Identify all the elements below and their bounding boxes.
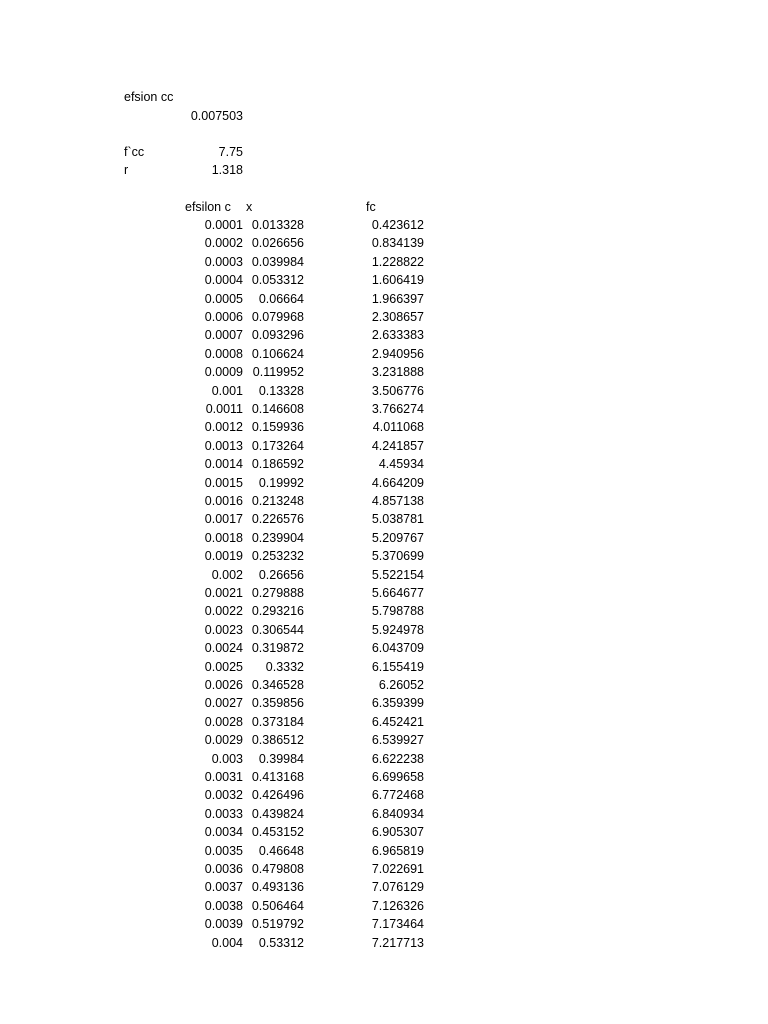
epsilon-cell: 0.0027	[204, 696, 243, 711]
epsilon-cell: 0.0008	[204, 346, 243, 361]
x-cell: 0.453152	[251, 825, 304, 840]
x-cell: 0.279888	[251, 586, 304, 600]
fc-cell: 6.26052	[378, 678, 424, 692]
x-cell: 0.479808	[251, 862, 304, 876]
fc-cell: 6.043709	[371, 641, 424, 656]
x-cell: 0.253232	[251, 549, 304, 564]
epsilon-cell: 0.0009	[204, 365, 243, 380]
fc-cell: 6.359399	[371, 696, 424, 711]
epsilon-cell: 0.0024	[204, 641, 243, 656]
epsilon-cell: 0.0039	[204, 917, 243, 932]
x-cell: 0.26656	[258, 567, 304, 582]
epsilon-cell: 0.0037	[204, 880, 243, 895]
x-cell: 0.039984	[251, 254, 304, 269]
x-cell: 0.319872	[251, 641, 304, 656]
x-cell: 0.439824	[251, 806, 304, 821]
x-cell: 0.39984	[258, 751, 304, 766]
epsilon-cell: 0.0038	[204, 898, 243, 913]
x-cell: 0.413168	[251, 770, 304, 784]
x-cell: 0.306544	[251, 622, 304, 637]
x-cell: 0.159936	[251, 420, 304, 435]
x-cell: 0.106624	[251, 346, 304, 361]
epsilon-cell: 0.0023	[204, 622, 243, 637]
fcc-value: 7.75	[218, 145, 243, 159]
efsion-cc-value: 0.007503	[190, 109, 243, 123]
epsilon-cell: 0.0022	[204, 604, 243, 619]
x-cell: 0.173264	[251, 438, 304, 453]
fc-cell: 4.241857	[371, 438, 424, 453]
epsilon-cell: 0.0005	[204, 291, 243, 306]
epsilon-cell: 0.0031	[204, 770, 243, 784]
x-cell: 0.053312	[251, 273, 304, 288]
epsilon-cell: 0.0033	[204, 806, 243, 821]
fc-cell: 2.308657	[371, 310, 424, 324]
epsilon-cell: 0.0014	[204, 457, 243, 472]
x-cell: 0.506464	[251, 898, 304, 913]
epsilon-cell: 0.0003	[204, 254, 243, 269]
fc-cell: 6.840934	[371, 806, 424, 821]
x-cell: 0.53312	[258, 935, 304, 950]
x-cell: 0.119952	[252, 365, 304, 380]
fc-cell: 7.173464	[371, 917, 424, 932]
fc-cell: 1.606419	[371, 273, 424, 288]
header-fc: fc	[366, 200, 376, 214]
epsilon-cell: 0.0002	[204, 236, 243, 251]
fc-cell: 2.633383	[371, 328, 424, 343]
r-value: 1.318	[211, 163, 243, 177]
r-label: r	[124, 163, 129, 177]
x-cell: 0.146608	[251, 402, 304, 416]
fc-cell: 7.022691	[371, 862, 424, 876]
epsilon-cell: 0.0036	[204, 862, 243, 876]
fc-cell: 4.45934	[378, 457, 424, 472]
epsilon-cell: 0.003	[211, 751, 243, 766]
fc-cell: 1.228822	[371, 254, 424, 269]
fc-cell: 4.857138	[371, 494, 424, 508]
x-cell: 0.026656	[251, 236, 304, 251]
epsilon-cell: 0.0007	[204, 328, 243, 343]
efsion-cc-label: efsion cc	[124, 90, 174, 104]
fc-cell: 5.370699	[371, 549, 424, 564]
x-cell: 0.359856	[251, 696, 304, 711]
fc-cell: 4.011068	[372, 420, 424, 435]
epsilon-cell: 0.0017	[204, 512, 243, 527]
fc-cell: 0.834139	[371, 236, 424, 251]
fc-cell: 4.664209	[371, 475, 424, 490]
fc-cell: 7.126326	[371, 898, 424, 913]
header-epsilon: efsilon c	[185, 200, 231, 214]
epsilon-cell: 0.0016	[204, 494, 243, 508]
fc-cell: 7.217713	[371, 935, 424, 950]
x-cell: 0.346528	[251, 678, 304, 692]
x-cell: 0.293216	[251, 604, 304, 619]
x-cell: 0.493136	[251, 880, 304, 895]
x-cell: 0.013328	[251, 218, 304, 232]
epsilon-cell: 0.0012	[204, 420, 243, 435]
x-cell: 0.226576	[251, 512, 304, 527]
fc-cell: 3.766274	[371, 402, 424, 416]
x-cell: 0.426496	[251, 788, 304, 803]
x-cell: 0.46648	[258, 843, 304, 858]
x-cell: 0.079968	[251, 310, 304, 324]
epsilon-cell: 0.0019	[204, 549, 243, 564]
x-cell: 0.519792	[251, 917, 304, 932]
fc-cell: 6.155419	[371, 659, 424, 674]
epsilon-cell: 0.001	[211, 383, 243, 398]
fc-cell: 6.452421	[371, 714, 424, 729]
x-cell: 0.373184	[251, 714, 304, 729]
epsilon-cell: 0.004	[211, 935, 243, 950]
fc-cell: 3.231888	[371, 365, 424, 380]
x-cell: 0.386512	[251, 733, 304, 748]
epsilon-cell: 0.0025	[204, 659, 243, 674]
fc-cell: 6.905307	[371, 825, 424, 840]
x-cell: 0.213248	[251, 494, 304, 508]
fc-cell: 5.924978	[371, 622, 424, 637]
fcc-label: f`cc	[124, 145, 145, 159]
epsilon-cell: 0.0018	[204, 530, 243, 545]
fc-cell: 3.506776	[371, 383, 424, 398]
fc-cell: 5.038781	[371, 512, 424, 527]
epsilon-cell: 0.0011	[205, 402, 243, 416]
x-cell: 0.186592	[251, 457, 304, 472]
fc-cell: 5.664677	[371, 586, 424, 600]
fc-cell: 0.423612	[371, 218, 424, 232]
fc-cell: 6.539927	[371, 733, 424, 748]
fc-cell: 2.940956	[371, 346, 424, 361]
fc-cell: 6.772468	[371, 788, 424, 803]
epsilon-cell: 0.0006	[204, 310, 243, 324]
x-cell: 0.239904	[251, 530, 304, 545]
epsilon-cell: 0.0004	[204, 273, 243, 288]
epsilon-cell: 0.0026	[204, 678, 243, 692]
x-cell: 0.3332	[265, 659, 304, 674]
epsilon-cell: 0.0028	[204, 714, 243, 729]
fc-cell: 7.076129	[371, 880, 424, 895]
fc-cell: 5.209767	[371, 530, 424, 545]
fc-cell: 5.522154	[371, 567, 424, 582]
epsilon-cell: 0.0015	[204, 475, 243, 490]
epsilon-cell: 0.0032	[204, 788, 243, 803]
fc-cell: 6.622238	[371, 751, 424, 766]
x-cell: 0.06664	[258, 291, 304, 306]
header-x: x	[246, 200, 253, 214]
fc-cell: 6.965819	[371, 843, 424, 858]
x-cell: 0.093296	[251, 328, 304, 343]
fc-cell: 5.798788	[371, 604, 424, 619]
epsilon-cell: 0.0035	[204, 843, 243, 858]
x-cell: 0.19992	[258, 475, 304, 490]
epsilon-cell: 0.0029	[204, 733, 243, 748]
epsilon-cell: 0.002	[211, 567, 243, 582]
fc-cell: 6.699658	[371, 770, 424, 784]
epsilon-cell: 0.0021	[204, 586, 243, 600]
fc-cell: 1.966397	[371, 291, 424, 306]
x-cell: 0.13328	[258, 383, 304, 398]
epsilon-cell: 0.0034	[204, 825, 243, 840]
epsilon-cell: 0.0001	[204, 218, 243, 232]
epsilon-cell: 0.0013	[204, 438, 243, 453]
